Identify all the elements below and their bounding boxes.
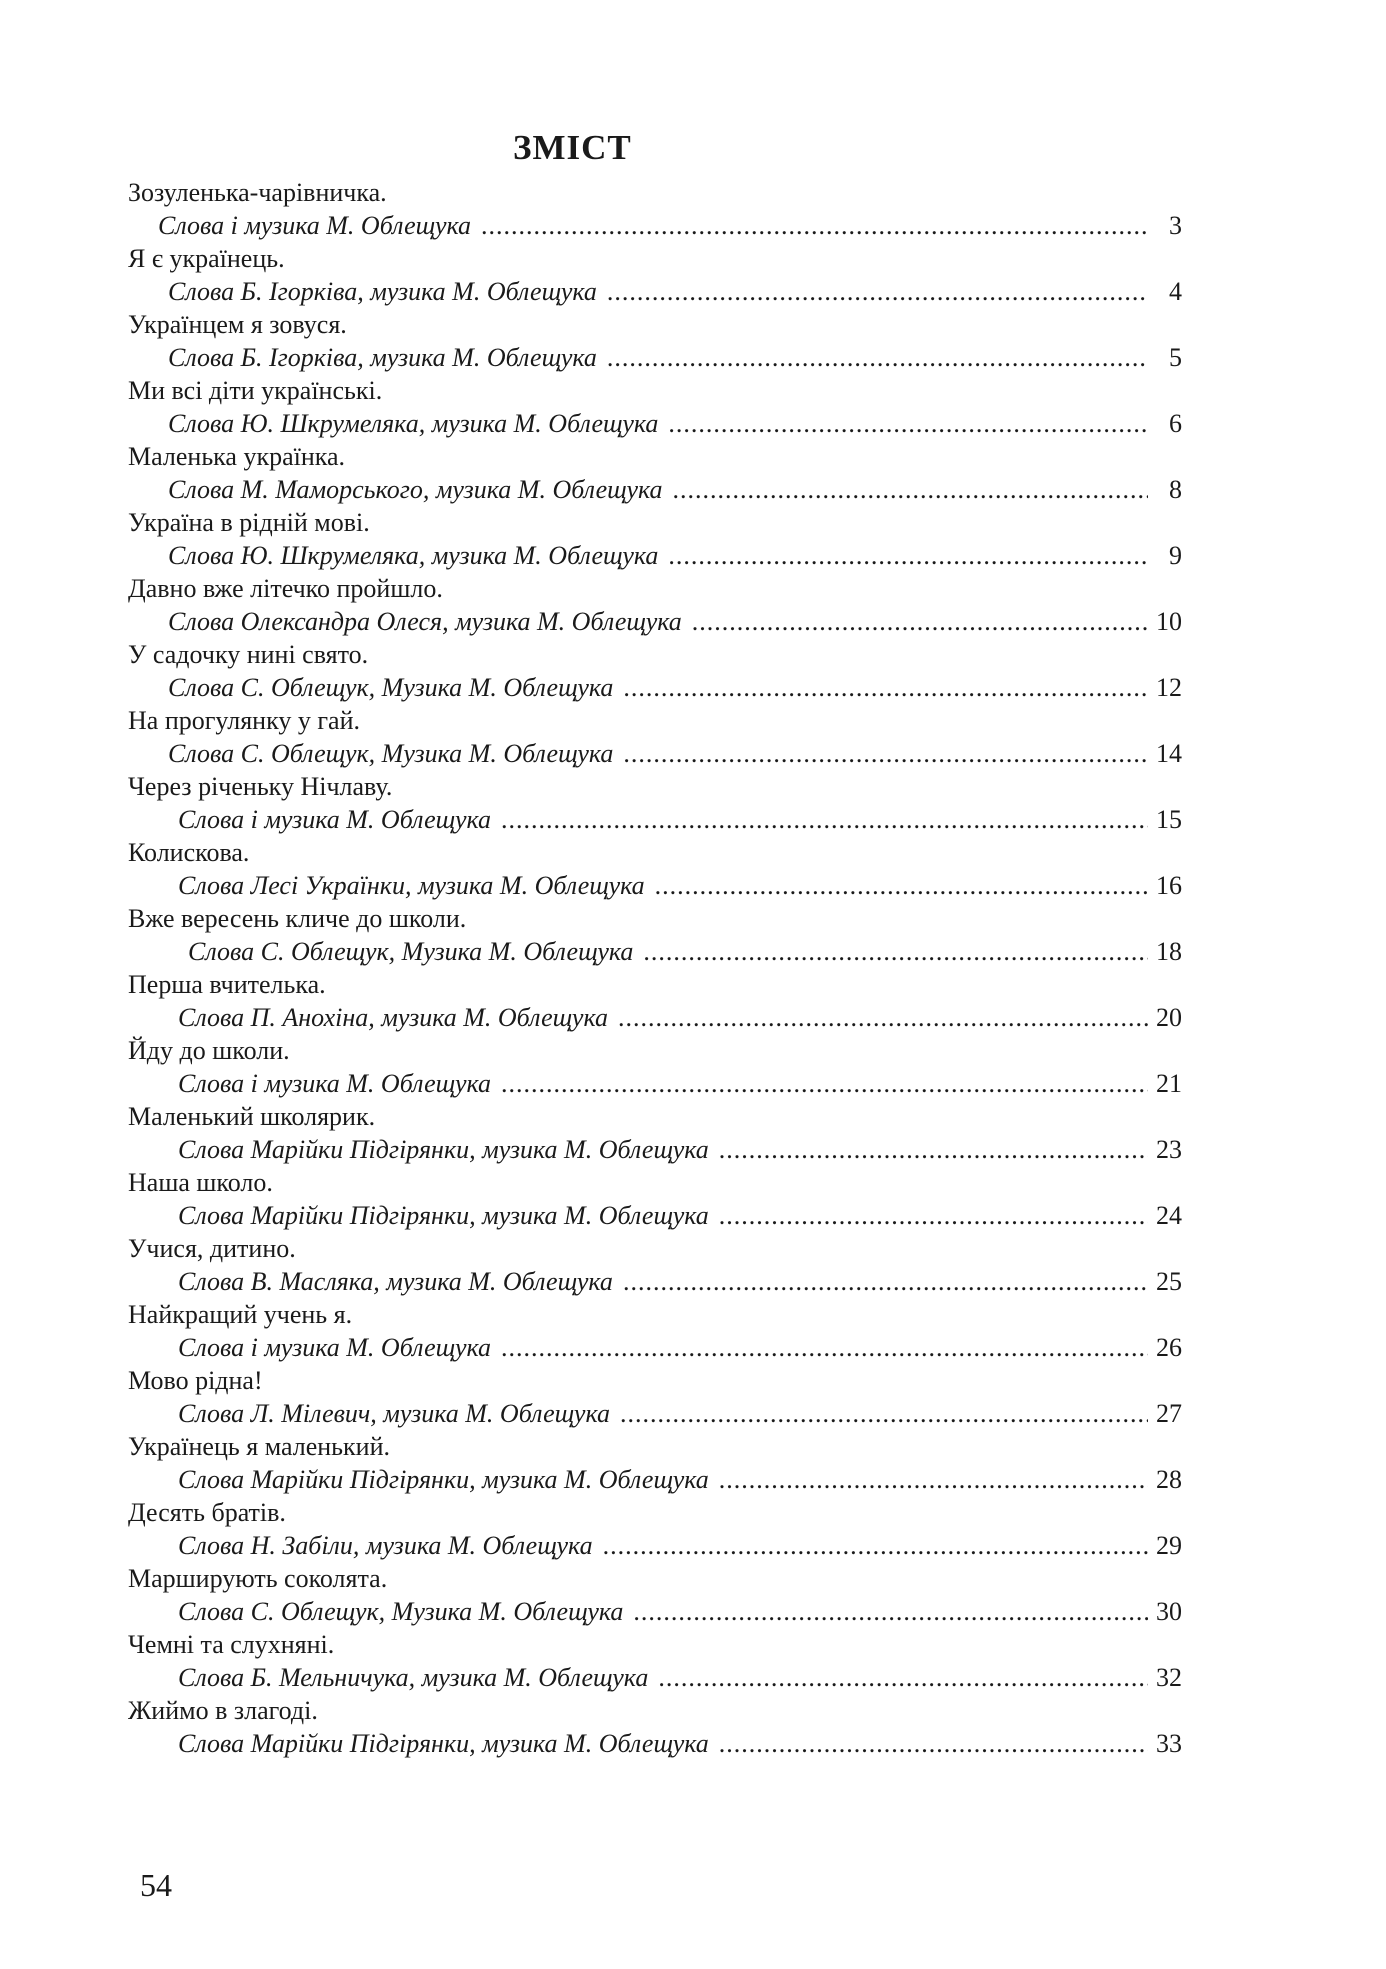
toc-entry [128,1034,1182,1100]
song-title: Маленька українка. [128,442,346,471]
toc-entry [128,1628,1182,1694]
dot-leader [719,1727,1148,1760]
dot-leader [607,341,1148,374]
page-ref: 9 [1169,541,1182,570]
page-ref: 10 [1156,607,1182,636]
page-ref: 27 [1156,1399,1182,1428]
song-credit: Слова В. Масляка, музика М. Облещука [178,1267,613,1296]
page-title: ЗМІСТ [513,128,632,167]
toc-entry [128,1430,1182,1496]
credit-line [128,1265,1182,1298]
page-ref: 29 [1156,1531,1182,1560]
song-title: Українцем я зовуся. [128,310,347,339]
dot-leader [655,869,1148,902]
song-credit: Слова і музика М. Облещука [178,1069,492,1098]
song-credit: Слова С. Облещук, Музика М. Облещука [168,739,614,768]
song-title: У садочку нині свято. [128,640,369,669]
toc-entry [128,704,1182,770]
dot-leader [692,605,1148,638]
dot-leader [643,935,1148,968]
page-ref: 23 [1156,1135,1182,1164]
page-ref: 24 [1156,1201,1182,1230]
toc-entry [128,308,1182,374]
song-credit: Слова Марійки Підгірянки, музика М. Облещука [178,1729,709,1758]
song-credit: Слова Ю. Шкрумеляка, музика М. Облещука [168,409,659,438]
song-title: Через річеньку Нічлаву. [128,772,393,801]
dot-leader [658,1661,1148,1694]
dot-leader [668,539,1148,572]
credit-line [128,1661,1182,1694]
toc-entry [128,440,1182,506]
song-credit: Слова Б. Мельничука, музика М. Облещука [178,1663,649,1692]
toc-entry [128,1364,1182,1430]
page-ref: 26 [1156,1333,1182,1362]
song-title: Маленький школярик. [128,1102,376,1131]
toc-entry [128,1694,1182,1760]
credit-line [128,1727,1182,1760]
toc-entry [128,1100,1182,1166]
song-credit: Слова Олександра Олеся, музика М. Облещука [168,607,682,636]
song-credit: Слова Марійки Підгірянки, музика М. Облещука [178,1201,709,1230]
credit-line [128,275,1182,308]
song-title: Зозуленька-чарівничка. [128,178,387,207]
song-credit: Слова С. Облещук, Музика М. Облещука [188,937,634,966]
page-ref: 4 [1169,277,1182,306]
credit-line [128,1331,1182,1364]
page-ref: 25 [1156,1267,1182,1296]
song-credit: Слова Б. Ігорківа, музика М. Облещука [168,343,597,372]
table-of-contents [128,176,1182,1760]
page-ref: 5 [1169,343,1182,372]
song-credit: Слова С. Облещук, Музика М. Облещука [178,1597,624,1626]
song-title: Чемні та слухняні. [128,1630,335,1659]
toc-entry [128,1166,1182,1232]
page-ref: 16 [1156,871,1182,900]
song-credit: Слова М. Маморського, музика М. Облещука [168,475,663,504]
toc-entry [128,242,1182,308]
song-title: Перша вчителька. [128,970,326,999]
credit-line [128,1397,1182,1430]
song-title: Учися, дитино. [128,1234,296,1263]
credit-line [128,539,1182,572]
toc-entry [128,1496,1182,1562]
song-credit: Слова П. Анохіна, музика М. Облещука [178,1003,608,1032]
page-ref: 12 [1156,673,1182,702]
song-title: Йду до школи. [128,1036,290,1065]
song-credit: Слова Л. Мілевич, музика М. Облещука [178,1399,610,1428]
dot-leader [481,209,1148,242]
song-credit: Слова і музика М. Облещука [178,1333,492,1362]
dot-leader [501,1331,1148,1364]
toc-entry [128,836,1182,902]
credit-line [128,1199,1182,1232]
page-ref: 8 [1169,475,1182,504]
toc-entry [128,968,1182,1034]
song-credit: Слова і музика М. Облещука [178,805,492,834]
page-ref: 30 [1156,1597,1182,1626]
dot-leader [673,473,1148,506]
toc-entry [128,176,1182,242]
credit-line [128,671,1182,704]
song-credit: Слова Лесі Українки, музика М. Облещука [178,871,645,900]
song-credit: Слова Ю. Шкрумеляка, музика М. Облещука [168,541,659,570]
song-title: Українець я маленький. [128,1432,390,1461]
song-credit: Слова Марійки Підгірянки, музика М. Облещука [178,1135,709,1164]
toc-entry [128,1232,1182,1298]
page-ref: 6 [1169,409,1182,438]
song-title: Марширують соколята. [128,1564,388,1593]
toc-entry [128,1298,1182,1364]
credit-line [128,209,1182,242]
song-title: Наша школо. [128,1168,273,1197]
song-title: Мово рідна! [128,1366,263,1395]
dot-leader [623,671,1148,704]
dot-leader [719,1199,1148,1232]
song-credit: Слова С. Облещук, Музика М. Облещука [168,673,614,702]
credit-line [128,473,1182,506]
song-title: Десять братів. [128,1498,286,1527]
credit-line [128,1067,1182,1100]
song-credit: Слова і музика М. Облещука [158,211,472,240]
toc-entry [128,638,1182,704]
page-ref: 21 [1156,1069,1182,1098]
song-title: Найкращий учень я. [128,1300,353,1329]
credit-line [128,1133,1182,1166]
song-credit: Слова Н. Забіли, музика М. Облещука [178,1531,593,1560]
song-credit: Слова Марійки Підгірянки, музика М. Облещука [178,1465,709,1494]
dot-leader [719,1463,1148,1496]
credit-line [128,935,1182,968]
dot-leader [623,1265,1148,1298]
song-title: Колискова. [128,838,250,867]
dot-leader [501,1067,1148,1100]
dot-leader [618,1001,1148,1034]
credit-line [128,605,1182,638]
page-ref: 15 [1156,805,1182,834]
credit-line [128,407,1182,440]
toc-entry [128,374,1182,440]
credit-line [128,869,1182,902]
song-title: Україна в рідній мові. [128,508,370,537]
page-ref: 32 [1156,1663,1182,1692]
dot-leader [620,1397,1148,1430]
dot-leader [607,275,1148,308]
song-title: Давно вже літечко пройшло. [128,574,443,603]
song-title: На прогулянку у гай. [128,706,360,735]
page-ref: 20 [1156,1003,1182,1032]
page-ref: 28 [1156,1465,1182,1494]
toc-entry [128,572,1182,638]
toc-entry [128,902,1182,968]
credit-line [128,341,1182,374]
page-ref: 3 [1169,211,1182,240]
song-title: Ми всі діти українські. [128,376,383,405]
dot-leader [501,803,1148,836]
dot-leader [603,1529,1148,1562]
song-title: Я є українець. [128,244,285,273]
toc-entry [128,506,1182,572]
dot-leader [668,407,1148,440]
page-ref: 33 [1156,1729,1182,1758]
song-credit: Слова Б. Ігорківа, музика М. Облещука [168,277,597,306]
page-number: 54 [140,1867,172,1903]
page-ref: 14 [1156,739,1182,768]
dot-leader [719,1133,1148,1166]
dot-leader [633,1595,1148,1628]
page-ref: 18 [1156,937,1182,966]
credit-line [128,1529,1182,1562]
toc-entry [128,770,1182,836]
credit-line [128,737,1182,770]
credit-line [128,1001,1182,1034]
credit-line [128,803,1182,836]
toc-entry [128,1562,1182,1628]
credit-line [128,1595,1182,1628]
dot-leader [623,737,1148,770]
song-title: Жиймо в злагоді. [128,1696,318,1725]
credit-line [128,1463,1182,1496]
song-title: Вже вересень кличе до школи. [128,904,467,933]
